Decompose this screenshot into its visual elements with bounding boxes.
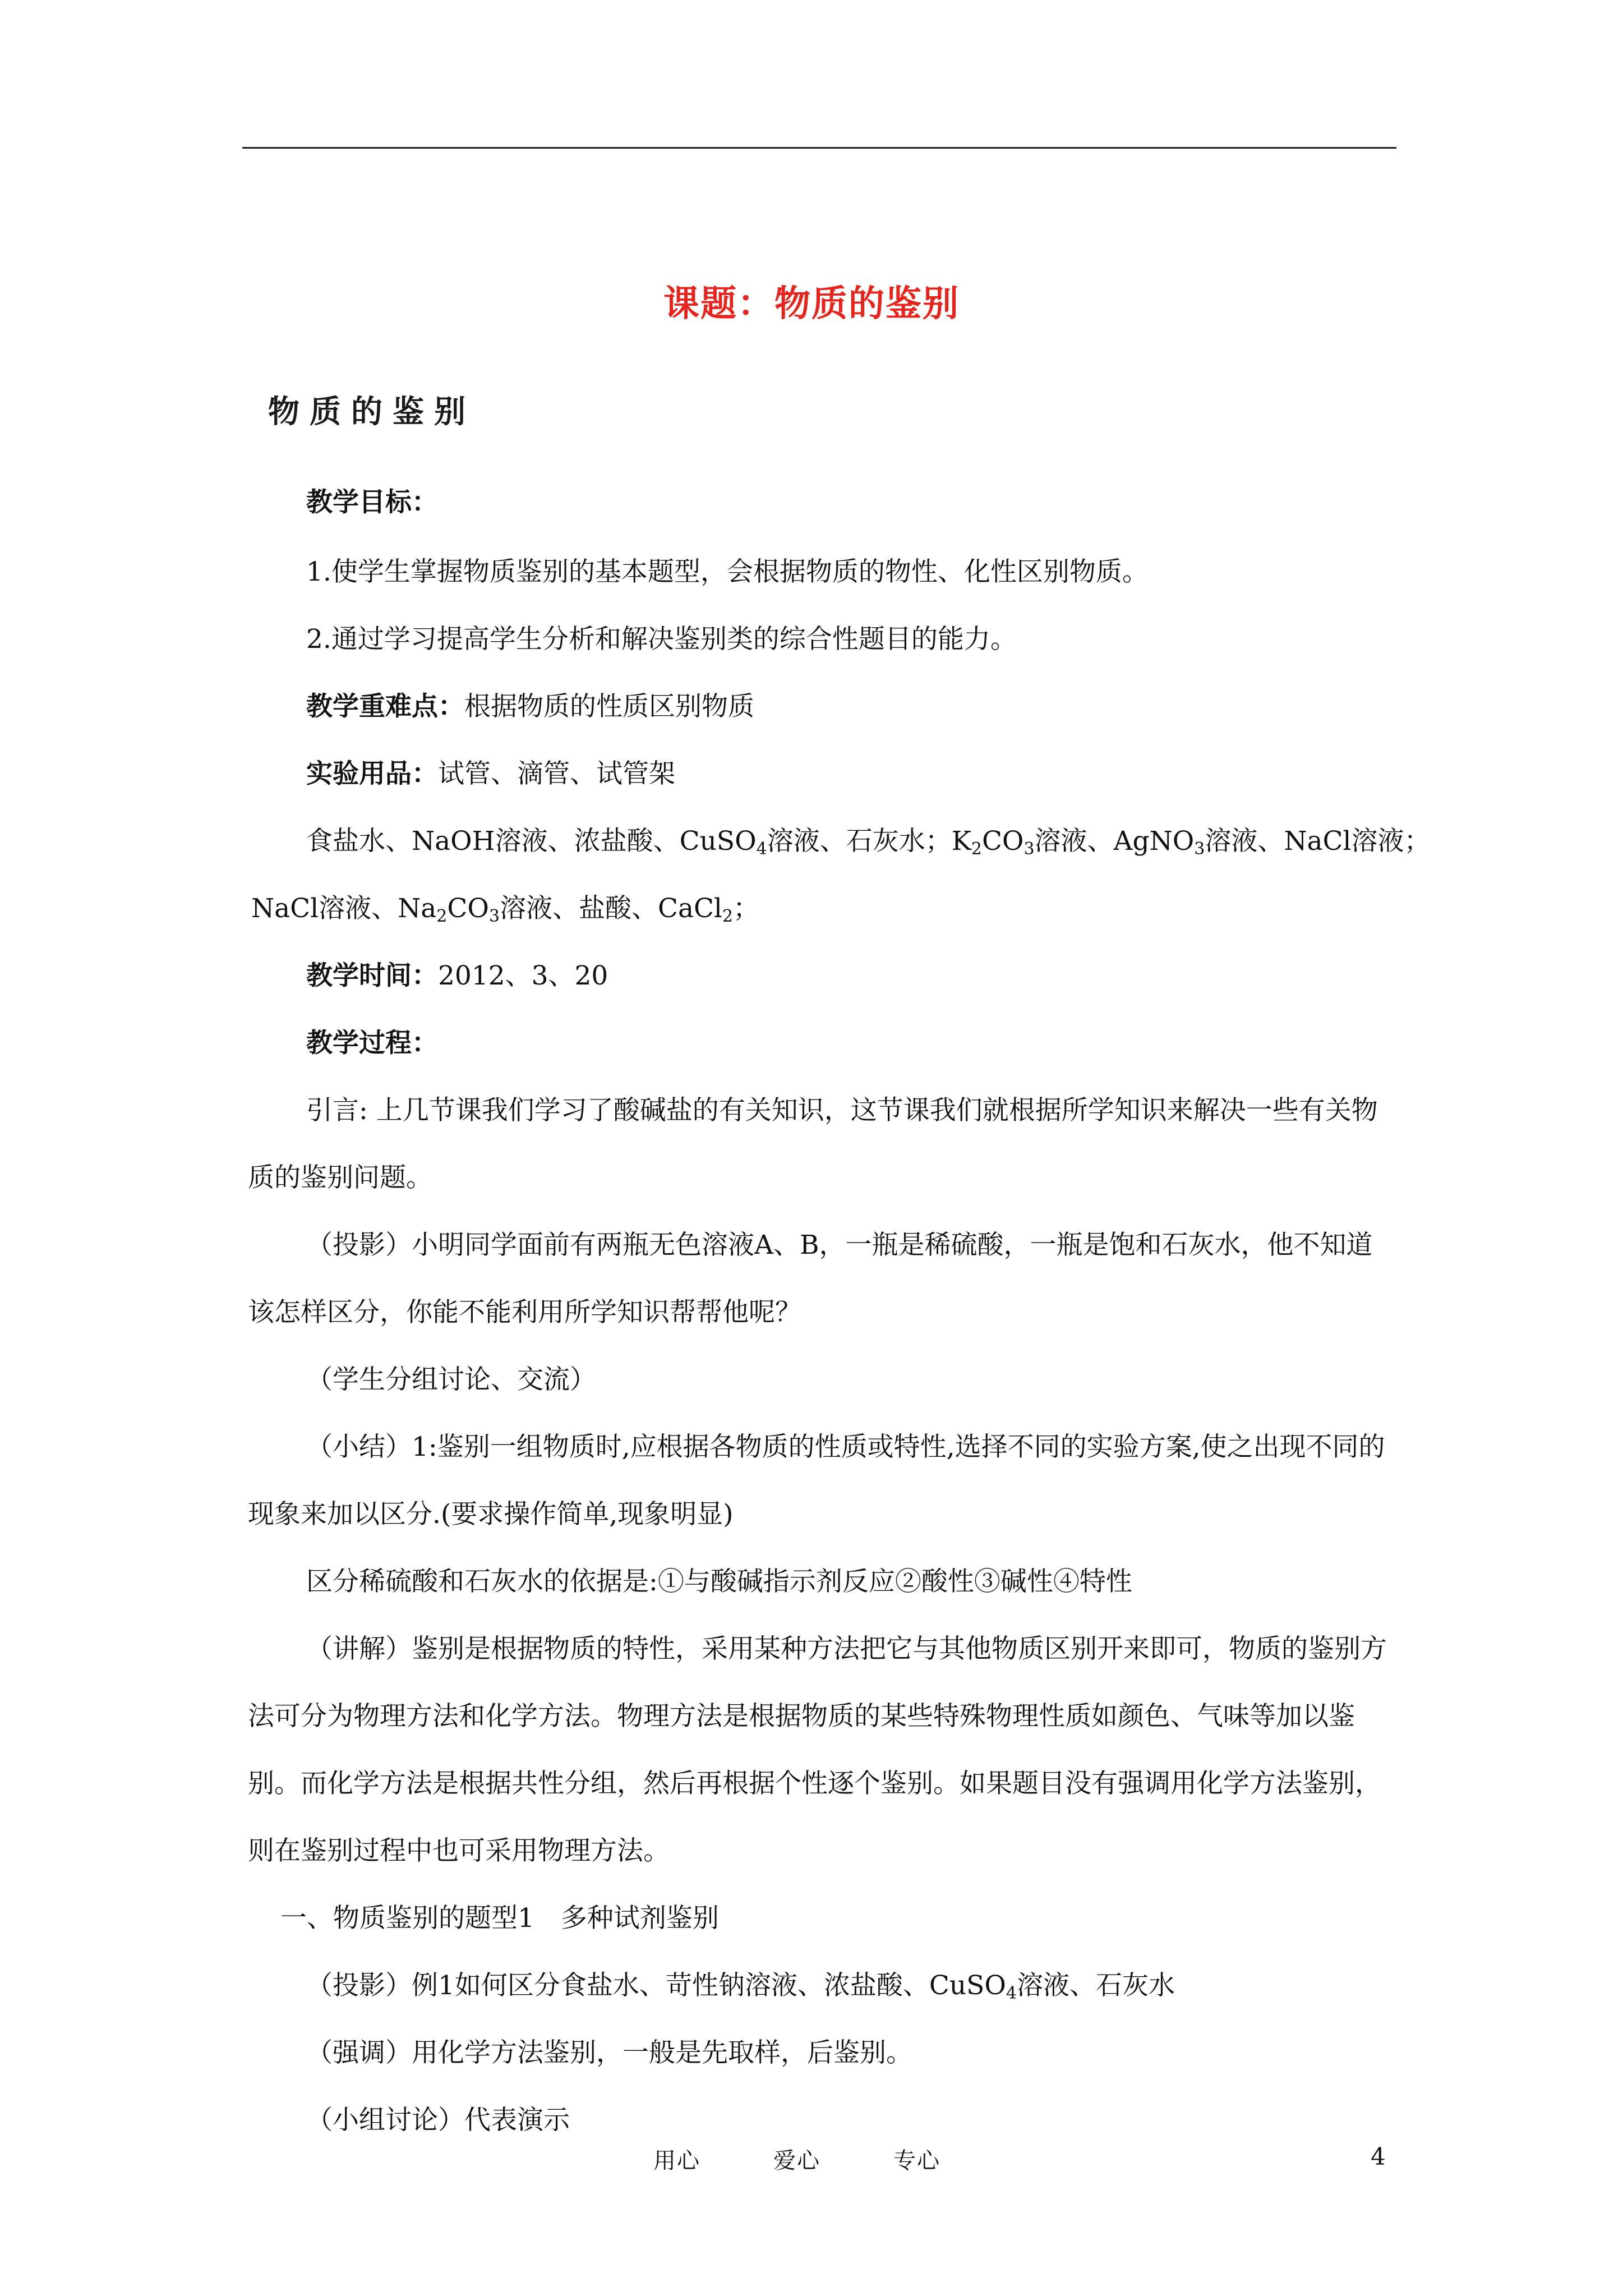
reagents-2-subscript-3: 3 bbox=[488, 907, 500, 926]
footer-motto-3: 专心 bbox=[893, 2148, 940, 2174]
time-label: 教学时间： bbox=[306, 960, 438, 991]
footer-motto-1: 用心 bbox=[653, 2148, 700, 2174]
intro-paragraph: 引言: 上几节课我们学习了酸碱盐的有关知识，这节课我们就根据所学知识来解决一些有关物质的鉴别问题。 bbox=[248, 1095, 1378, 1193]
materials-text: 试管、滴管、试管架 bbox=[438, 758, 675, 789]
reagents-2-text-4: 溶液、盐酸、CaCl bbox=[499, 893, 722, 924]
reagents-1-subscript-3: 2 bbox=[971, 839, 982, 859]
example-1-text-end: 溶液、石灰水 bbox=[1016, 1970, 1175, 2001]
explanation-paragraph: （讲解）鉴别是根据物质的特性，采用某种方法把它与其他物质区别开来即可，物质的鉴别方法可分为物理方法和化学方法。物理方法是根据物质的某些特殊物理性质如颜色、气味等加以鉴别。而化学方法是根据共性分组，然后再根据个性逐个鉴别。如果题目没有强调用化学方法鉴别，则在鉴别过程中也可采用物理方法。 bbox=[248, 1634, 1387, 1866]
reagents-line-1 bbox=[306, 825, 1430, 858]
reagents-1-subscript-1: 4 bbox=[756, 839, 767, 859]
projection-paragraph: （投影）小明同学面前有两瓶无色溶液A、B，一瓶是稀硫酸，一瓶是饱和石灰水，他不知道该怎样区分，你能不能利用所学知识帮帮他呢？ bbox=[248, 1230, 1373, 1328]
key-points-text: 根据物质的性质区别物质 bbox=[464, 691, 754, 722]
section-heading: 一、物质鉴别的题型1 多种试剂鉴别 bbox=[280, 1903, 719, 1934]
objective-1: 1.使学生掌握物质鉴别的基本题型，会根据物质的物性、化性区别物质。 bbox=[306, 556, 1149, 587]
reagents-2-text-0: NaCl溶液、Na bbox=[251, 893, 437, 924]
example-1 bbox=[306, 1969, 1175, 2003]
image-heading: 物质的鉴别 bbox=[268, 393, 476, 430]
discussion-line: （学生分组讨论、交流） bbox=[306, 1364, 596, 1395]
reagents-2-subscript-5: 2 bbox=[722, 907, 734, 926]
reagents-1-subscript-7: 3 bbox=[1194, 839, 1205, 859]
reagents-line-2 bbox=[251, 892, 759, 926]
time-text: 2012、3、20 bbox=[438, 960, 608, 991]
reagents-1-subscript-5: 3 bbox=[1023, 839, 1035, 859]
emphasis-line: （强调）用化学方法鉴别，一般是先取样，后鉴别。 bbox=[306, 2037, 912, 2068]
group-line: （小组讨论）代表演示 bbox=[306, 2105, 570, 2136]
reagents-1-text-2: 溶液、石灰水；K bbox=[767, 826, 971, 857]
reagents-1-text-4: CO bbox=[981, 826, 1024, 857]
footer-motto-2: 爱心 bbox=[773, 2148, 820, 2174]
reagents-1-text-0: 食盐水、NaOH溶液、浓盐酸、CuSO bbox=[306, 826, 757, 857]
reagents-2-subscript-1: 2 bbox=[436, 907, 448, 926]
example-1-text: （投影）例1如何区分食盐水、苛性钠溶液、浓盐酸、CuSO bbox=[306, 1970, 1006, 2001]
materials bbox=[306, 757, 675, 791]
objectives-label: 教学目标： bbox=[306, 487, 438, 518]
reagents-1-text-6: 溶液、AgNO bbox=[1034, 826, 1195, 857]
example-1-subscript: 4 bbox=[1006, 1984, 1017, 2003]
process-label: 教学过程： bbox=[306, 1028, 438, 1059]
teaching-time bbox=[306, 959, 608, 993]
header-rule bbox=[242, 147, 1396, 149]
summary-paragraph: （小结）1:鉴别一组物质时,应根据各物质的性质或特性,选择不同的实验方案,使之出现不同的现象来加以区分.(要求操作简单,现象明显) bbox=[248, 1432, 1385, 1530]
footer-motto bbox=[653, 2143, 940, 2175]
reagents-2-text-2: CO bbox=[447, 893, 489, 924]
key-points-label: 教学重难点： bbox=[306, 691, 464, 722]
objective-2: 2.通过学习提高学生分析和解决鉴别类的综合性题目的能力。 bbox=[306, 624, 1017, 655]
reagents-1-text-8: 溶液、NaCl溶液； bbox=[1205, 826, 1431, 857]
page-number: 4 bbox=[1371, 2143, 1386, 2170]
page-title: 课题：物质的鉴别 bbox=[663, 283, 960, 325]
materials-label: 实验用品： bbox=[306, 758, 438, 789]
basis-line: 区分稀硫酸和石灰水的依据是:①与酸碱指示剂反应②酸性③碱性④特性 bbox=[306, 1566, 1132, 1597]
reagents-2-text-6: ； bbox=[733, 893, 760, 924]
key-points bbox=[306, 690, 754, 724]
